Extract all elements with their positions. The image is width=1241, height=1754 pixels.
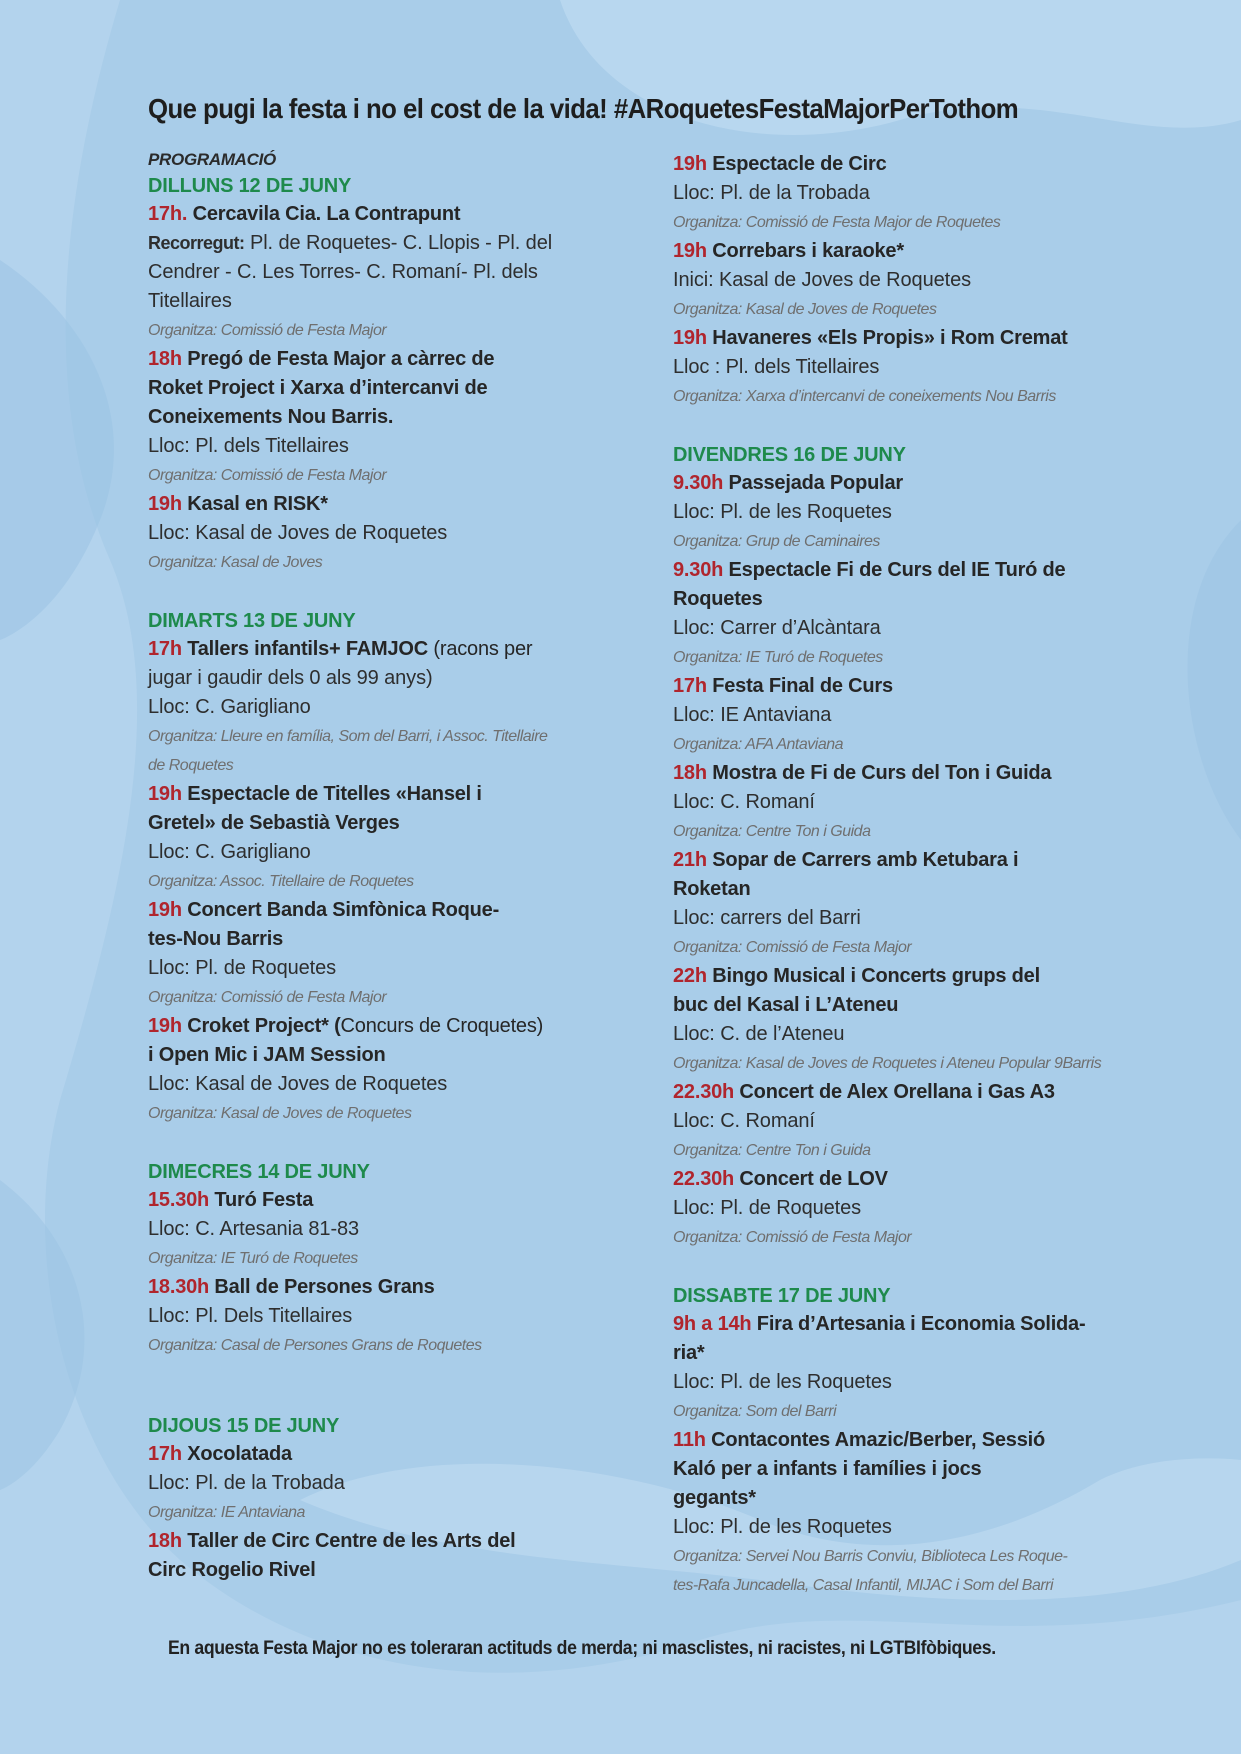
event-name: Correbars i karaoke* — [706, 240, 904, 262]
event-organizer: Organitza: Servei Nou Barris Conviu, Biblioteca Les Roque- — [673, 1548, 1068, 1565]
right-column — [673, 150, 1133, 1600]
event-organizer: Organitza: Lleure en família, Som del Barri, i Assoc. Titellaire — [148, 728, 548, 745]
event-name: Concert de LOV — [734, 1168, 888, 1190]
event-title — [148, 200, 598, 229]
event-organizer: Organitza: Comissió de Festa Major — [148, 322, 387, 339]
day-heading-saturday: DISSABTE 17 DE JUNY — [673, 1285, 891, 1307]
event-location: Lloc: C. de l’Ateneu — [673, 1023, 845, 1045]
event-time: 19h — [148, 1015, 182, 1037]
event-name: Espectacle de Titelles «Hansel i — [181, 783, 482, 805]
event-name: Kasal en RISK* — [181, 493, 328, 515]
event-title-line: i Open Mic i JAM Session — [148, 1044, 386, 1066]
event-time: 9.30h — [673, 559, 724, 581]
event-title — [673, 962, 1133, 991]
event-organizer: Organitza: Centre Ton i Guida — [673, 1142, 871, 1159]
event-title — [148, 1012, 598, 1041]
event-time: 18h — [673, 762, 707, 784]
event-name: Mostra de Fi de Curs del Ton i Guida — [706, 762, 1052, 784]
event-organizer: Organitza: Xarxa d’intercanvi de coneixements Nou Barris — [673, 388, 1056, 405]
route-label: Recorregut: — [148, 233, 245, 253]
event-organizer: Organitza: AFA Antaviana — [673, 736, 844, 753]
program-label: PROGRAMACIÓ — [148, 150, 276, 169]
event-location: Lloc: Kasal de Joves de Roquetes — [148, 522, 448, 544]
event-name: Cercavila Cia. La Contrapunt — [187, 203, 461, 225]
event-organizer: Organitza: Kasal de Joves de Roquetes i Ateneu Popular 9Barris — [673, 1055, 1102, 1072]
event-name: Bingo Musical i Concerts grups del — [706, 965, 1040, 987]
event-name: Espectacle Fi de Curs del IE Turó de — [723, 559, 1066, 581]
event-route-line: Cendrer - C. Les Torres- C. Romaní- Pl. dels — [148, 261, 538, 283]
event-location: Lloc: Carrer d’Alcàntara — [673, 617, 881, 639]
event-title — [148, 896, 598, 925]
event-time: 22h — [673, 965, 707, 987]
event-title-line: Roket Project i Xarxa d’intercanvi de — [148, 377, 488, 399]
event-name: Contacontes Amazic/Berber, Sessió — [705, 1429, 1046, 1451]
event-time: 19h — [673, 153, 707, 175]
event-name: Passejada Popular — [723, 472, 903, 494]
event-time: 17h. — [148, 203, 188, 225]
event-time: 19h — [148, 493, 182, 515]
event-title — [673, 1078, 1133, 1107]
event-time: 21h — [673, 849, 707, 871]
event-organizer: Organitza: Casal de Persones Grans de Roquetes — [148, 1337, 482, 1354]
event-organizer: Organitza: Comissió de Festa Major — [673, 939, 912, 956]
event-organizer: Organitza: Grup de Caminaires — [673, 533, 880, 550]
event-note: Concurs de Croquetes) — [340, 1015, 544, 1037]
event-location: Lloc: Pl. de la Trobada — [148, 1472, 345, 1494]
event-organizer: Organitza: Comissió de Festa Major — [148, 467, 387, 484]
event-time: 19h — [148, 783, 182, 805]
event-location: Lloc: Pl. dels Titellaires — [148, 435, 349, 457]
event-time: 18h — [148, 348, 182, 370]
event-name: Festa Final de Curs — [706, 675, 893, 697]
day-heading-tuesday: DIMARTS 13 DE JUNY — [148, 610, 356, 632]
event-time: 11h — [673, 1429, 706, 1451]
event-title — [148, 1440, 598, 1469]
day-heading-thursday: DIJOUS 15 DE JUNY — [148, 1415, 340, 1437]
event-name: Ball de Persones Grans — [209, 1276, 435, 1298]
event-title-line: Kaló per a infants i famílies i jocs — [673, 1458, 982, 1480]
event-title — [148, 1527, 598, 1556]
event-location: Lloc: C. Garigliano — [148, 696, 311, 718]
event-route-line: Titellaires — [148, 290, 232, 312]
event-organizer-line: tes-Rafa Juncadella, Casal Infantil, MIJAC i Som del Barri — [673, 1577, 1054, 1594]
event-name: Concert Banda Simfònica Roque- — [181, 899, 500, 921]
event-title — [148, 345, 598, 374]
event-name: Sopar de Carrers amb Ketubara i — [706, 849, 1019, 871]
event-location: Lloc: C. Artesania 81-83 — [148, 1218, 360, 1240]
event-title-line: tes-Nou Barris — [148, 928, 284, 950]
event-location: Inici: Kasal de Joves de Roquetes — [673, 269, 971, 291]
event-name: Croket Project* ( — [181, 1015, 341, 1037]
event-organizer: Organitza: Centre Ton i Guida — [673, 823, 871, 840]
event-title — [673, 150, 1133, 179]
event-name: Espectacle de Circ — [706, 153, 887, 175]
event-title — [673, 1426, 1133, 1455]
event-title-line: Circ Rogelio Rivel — [148, 1559, 316, 1581]
event-location: Lloc: C. Romaní — [673, 1110, 815, 1132]
event-organizer: Organitza: Kasal de Joves de Roquetes — [148, 1105, 412, 1122]
poster-title: Que pugi la festa i no el cost de la vida! #ARoquetesFestaMajorPerTothom — [148, 93, 1019, 124]
event-organizer-line: de Roquetes — [148, 757, 234, 774]
event-location: Lloc: Pl. de la Trobada — [673, 182, 870, 204]
event-organizer: Organitza: IE Antaviana — [148, 1504, 305, 1521]
event-name: Concert de Alex Orellana i Gas A3 — [734, 1081, 1055, 1103]
event-location: Lloc: IE Antaviana — [673, 704, 832, 726]
event-location: Lloc: carrers del Barri — [673, 907, 861, 929]
event-name: Fira d’Artesania i Economia Solida- — [751, 1313, 1086, 1335]
event-organizer: Organitza: Comissió de Festa Major — [673, 1229, 912, 1246]
route-text: Pl. de Roquetes- C. Llopis - Pl. del — [244, 232, 553, 254]
event-title-line: buc del Kasal i L’Ateneu — [673, 994, 899, 1016]
event-title-line: Roketan — [673, 878, 751, 900]
event-time: 9h a 14h — [673, 1313, 752, 1335]
event-organizer: Organitza: IE Turó de Roquetes — [148, 1250, 358, 1267]
day-heading-monday: DILLUNS 12 DE JUNY — [148, 175, 352, 197]
event-location: Lloc: Pl. de Roquetes — [148, 957, 337, 979]
event-organizer: Organitza: Kasal de Joves de Roquetes — [673, 301, 937, 318]
event-title-line: Gretel» de Sebastià Verges — [148, 812, 400, 834]
day-heading-wednesday: DIMECRES 14 DE JUNY — [148, 1161, 370, 1183]
event-location: Lloc: Kasal de Joves de Roquetes — [148, 1073, 448, 1095]
event-time: 19h — [673, 240, 707, 262]
event-name: Havaneres «Els Propis» i Rom Cremat — [706, 327, 1068, 349]
event-title — [148, 780, 598, 809]
event-note: (racons per — [428, 638, 533, 660]
event-location: Lloc: Pl. de les Roquetes — [673, 501, 892, 523]
day-heading-friday: DIVENDRES 16 DE JUNY — [673, 444, 906, 466]
event-name: Pregó de Festa Major a càrrec de — [181, 348, 495, 370]
left-column — [148, 148, 598, 1585]
event-title — [673, 556, 1133, 585]
event-time: 9.30h — [673, 472, 724, 494]
event-title — [148, 1186, 598, 1215]
event-location: Lloc : Pl. dels Titellaires — [673, 356, 880, 378]
event-organizer: Organitza: Comissió de Festa Major — [148, 989, 387, 1006]
event-title-line: ria* — [673, 1342, 705, 1364]
event-location: Lloc: Pl. Dels Titellaires — [148, 1305, 353, 1327]
event-time: 19h — [148, 899, 182, 921]
event-title-line: Coneixements Nou Barris. — [148, 406, 394, 428]
event-time: 18.30h — [148, 1276, 210, 1298]
event-title-line: gegants* — [673, 1487, 756, 1509]
event-title — [148, 490, 598, 519]
event-title — [673, 324, 1133, 353]
event-time: 18h — [148, 1530, 182, 1552]
event-time: 22.30h — [673, 1168, 735, 1190]
event-organizer: Organitza: Kasal de Joves — [148, 554, 323, 571]
event-time: 15.30h — [148, 1189, 210, 1211]
event-organizer: Organitza: Som del Barri — [673, 1403, 837, 1420]
event-title — [148, 1273, 598, 1302]
event-location: Lloc: C. Romaní — [673, 791, 815, 813]
event-location: Lloc: Pl. de Roquetes — [673, 1197, 862, 1219]
event-title — [673, 469, 1133, 498]
event-note-line: jugar i gaudir dels 0 als 99 anys) — [148, 667, 433, 689]
event-name: Tallers infantils+ FAMJOC — [181, 638, 429, 660]
event-time: 17h — [148, 1443, 182, 1465]
footer-statement: En aquesta Festa Major no es toleraran actituds de merda; ni masclistes, ni racistes, ni LGTBIfòbiques. — [168, 1638, 996, 1659]
event-location: Lloc: Pl. de les Roquetes — [673, 1371, 892, 1393]
event-time: 22.30h — [673, 1081, 735, 1103]
event-name: Taller de Circ Centre de les Arts del — [181, 1530, 516, 1552]
event-name: Xocolatada — [181, 1443, 292, 1465]
event-time: 17h — [148, 638, 182, 660]
event-title — [673, 1165, 1133, 1194]
event-organizer: Organitza: Comissió de Festa Major de Roquetes — [673, 214, 1001, 231]
event-title — [673, 759, 1133, 788]
event-title-line: Roquetes — [673, 588, 763, 610]
event-location: Lloc: C. Garigliano — [148, 841, 311, 863]
event-route — [148, 229, 598, 258]
event-time: 19h — [673, 327, 707, 349]
event-name: Turó Festa — [209, 1189, 314, 1211]
event-location: Lloc: Pl. de les Roquetes — [673, 1516, 892, 1538]
event-time: 17h — [673, 675, 707, 697]
event-title — [673, 846, 1133, 875]
event-organizer: Organitza: Assoc. Titellaire de Roquetes — [148, 873, 414, 890]
event-organizer: Organitza: IE Turó de Roquetes — [673, 649, 883, 666]
event-title — [673, 237, 1133, 266]
event-title — [148, 635, 598, 664]
event-title — [673, 1310, 1133, 1339]
event-title — [673, 672, 1133, 701]
